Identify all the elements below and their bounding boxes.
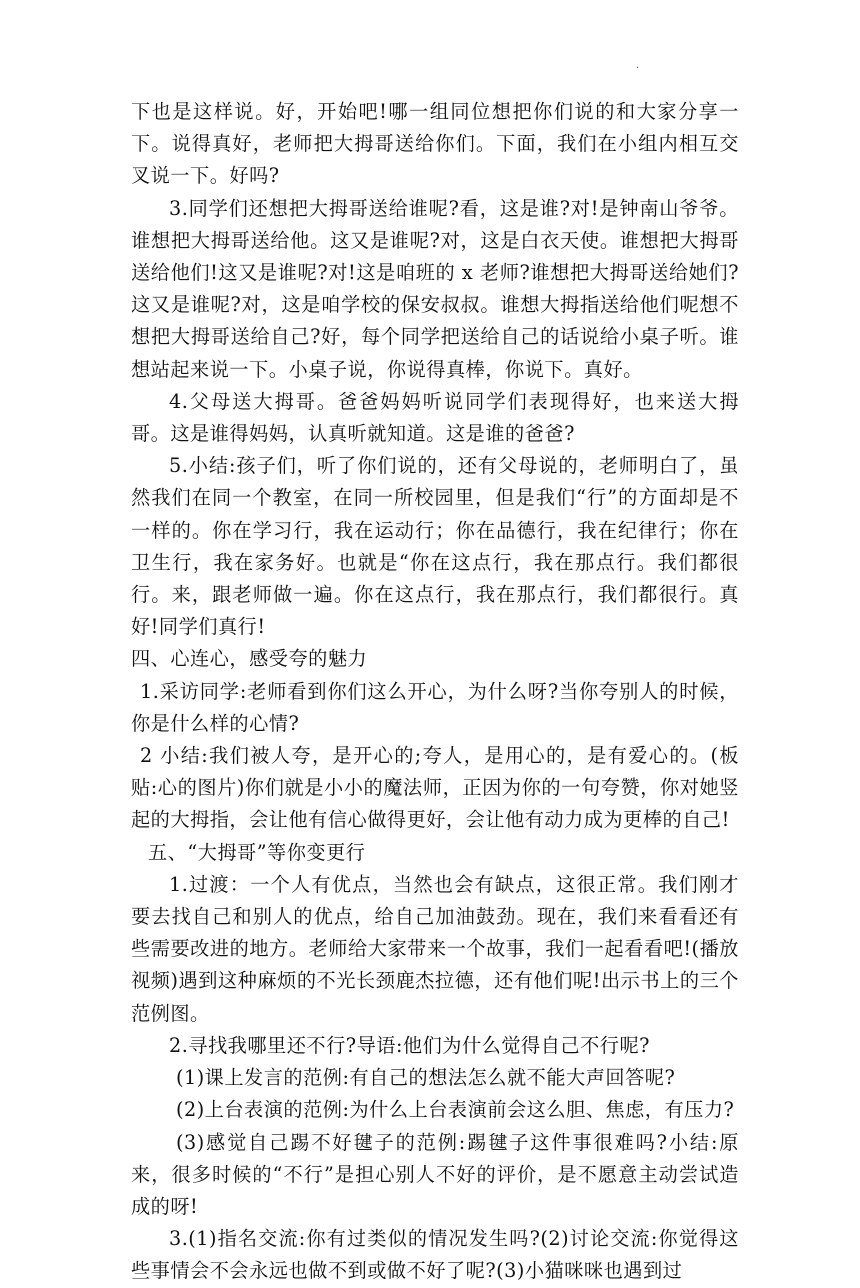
paragraph-item-4: 4.父母送大拇哥。爸爸妈妈听说同学们表现得好，也来送大拇哥。这是谁得妈妈，认真听就知道。这是谁的爸爸? [131,389,739,446]
paragraph-example-2: (2)上台表演的范例:为什么上台表演前会这么胆、焦虑，有压力? [176,1098,735,1122]
paragraph-summary-2: 2 小结:我们被人夸，是开心的;夸人，是用心的，是有爱心的。(板贴:心的图片)你们就是小小的魔法师，正因为你的一句夸赞，你对她竖起的大拇指，会让他有信心做得更好，会让他有动力成为更棒的自己! [131,744,739,832]
paragraph-item-5-summary: 5.小结:孩子们，听了你们说的，还有父母说的，老师明白了，虽然我们在同一个教室，在同一所校园里，但是我们“行”的方面却是不一样的。你在学习行，我在运动行；你在品德行，我在纪律行；你在卫生行，我在家务好。也就是“你在这点行，我在那点行。我们都很行。来，跟老师做一遍。你在这点行，我在那点行，我们都很行。真好!同学们真行! [131,454,739,639]
paragraph-item-3: 3.同学们还想把大拇哥送给谁呢?看，这是谁?对!是钟南山爷爷。谁想把大拇哥送给他。这又是谁呢?对，这是白衣天使。谁想把大拇哥送给他们!这又是谁呢?对!这是咱班的 x 老师?谁想把大拇哥送给她们?这又是谁呢?对，这是咱学校的保安叔叔。谁想大拇指送给他们呢想不想把大拇哥送给自己?好，每个同学把送给自己的话说给小桌子听。谁想站起来说一下。小桌子说，你说得真棒，你说下。真好。 [131,196,739,381]
paragraph-example-3: (3)感觉自己踢不好毽子的范例:踢毽子这件事很难吗?小结:原来，很多时候的“不行”是担心别人不好的评价，是不愿意主动尝试造成的呀! [131,1130,739,1218]
paragraph-continuation: 下也是这样说。好，开始吧!哪一组同位想把你们说的和大家分享一下。说得真好，老师把大拇哥送给你们。下面，我们在小组内相互交叉说一下。好吗? [131,100,739,188]
section-heading-4: 四、心连心，感受夸的魅力 [131,647,368,671]
paragraph-transition: 1.过渡：一个人有优点，当然也会有缺点，这很正常。我们刚才要去找自己和别人的优点，给自己加油鼓劲。现在，我们来看看还有些需要改进的地方。老师给大家带来一个故事，我们一起看看吧!(播放视频)遇到这种麻烦的不光长颈鹿杰拉德，还有他们呢!出示书上的三个范例图。 [131,872,739,1025]
document-body [131,96,739,1288]
paragraph-discussion: 3.(1)指名交流:你有过类似的情况发生吗?(2)讨论交流:你觉得这些事情会不会永远也做不到或做不好了呢?(3)小猫咪咪也遇到过 [131,1227,739,1283]
header-mark: . [636,60,640,71]
section-heading-5: 五、“大拇哥”等你变更行 [148,840,366,864]
paragraph-example-1: (1)课上发言的范例:有自己的想法怎么就不能大声回答呢? [176,1066,676,1090]
paragraph-find-weakness: 2.寻找我哪里还不行?导语:他们为什么觉得自己不行呢? [169,1033,650,1057]
paragraph-interview: 1.采访同学:老师看到你们这么开心，为什么呀?当你夸别人的时候，你是什么样的心情? [131,679,739,735]
